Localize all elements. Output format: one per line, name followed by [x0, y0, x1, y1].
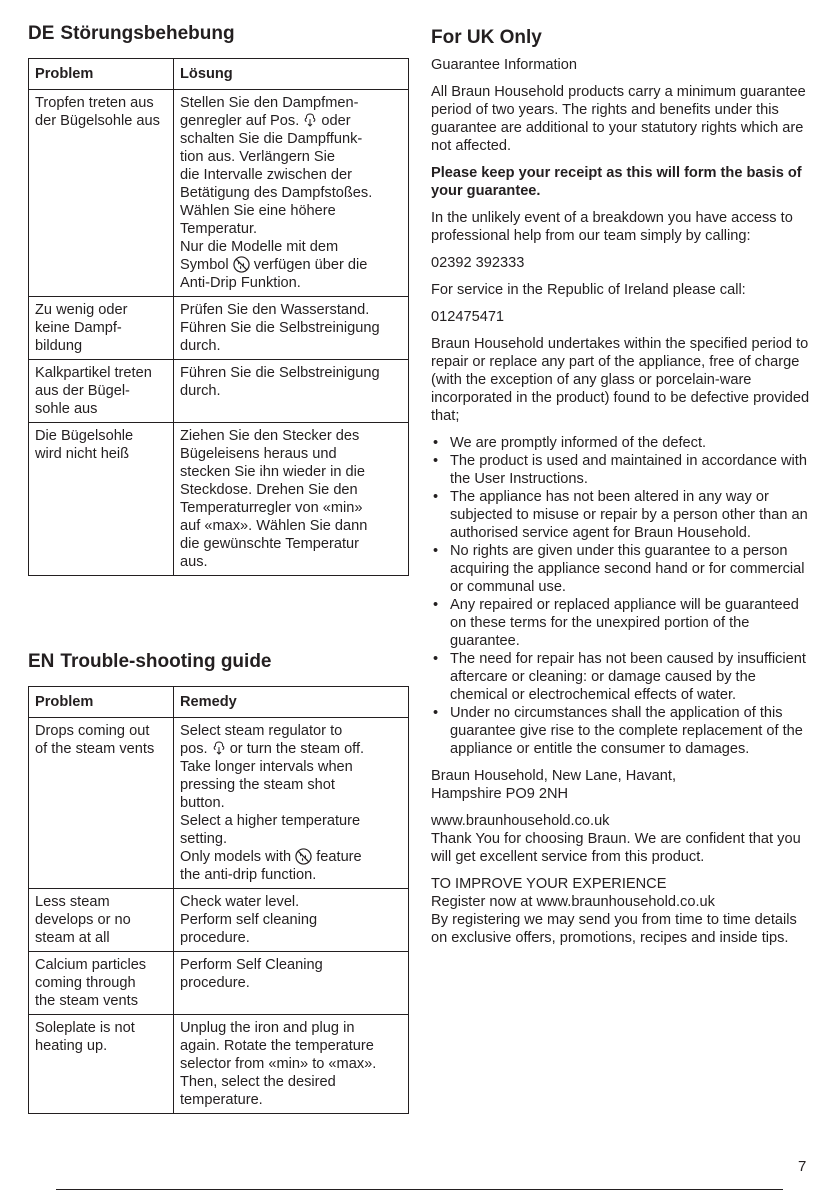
en-remedy-text-a: Select steam regulator to pos. [180, 723, 343, 757]
uk-section-title: For UK Only [431, 27, 542, 48]
footer-divider [56, 1189, 783, 1190]
list-item [431, 452, 813, 488]
list-item-text: Under no circumstances shall the application of this guarantee give rise to the complete replacement of the appliance or entitle the consumer to damages. [450, 705, 803, 757]
en-remedy-cell: Check water level. Perform self cleaning procedure. [174, 889, 409, 952]
list-item-text: The appliance has not been altered in any way or subjected to misuse or repair by a person other than an authorised service agent for Braun Household. [450, 489, 808, 541]
table-row [29, 297, 409, 360]
en-lang-code: EN [28, 651, 55, 672]
uk-paragraph-keep-receipt: Please keep your receipt as this will form the basis of your guarantee. [431, 165, 802, 199]
bullet-icon: • [433, 435, 439, 451]
uk-paragraph-undertakes: Braun Household undertakes within the specified period to repair or replace any part of the appliance, free of charge (with the exception of any glass or porcelain-ware incorporated in the product) found to be defective provided that; [431, 336, 810, 424]
en-remedy-cell: Unplug the iron and plug in again. Rotate the temperature selector from «min» to «max». Then, select the desired temperature. [174, 1015, 409, 1114]
anti-drip-icon [295, 848, 312, 865]
list-item-text: No rights are given under this guarantee to a person acquiring the appliance second hand or for commercial or communal use. [450, 543, 805, 595]
uk-conditions-list [431, 434, 813, 758]
en-problem-cell: Less steam develops or no steam at all [29, 889, 174, 952]
en-problem-cell: Soleplate is not heating up. [29, 1015, 174, 1114]
steam-off-icon [212, 741, 226, 755]
en-remedy-text-c: feature the anti-drip function. [180, 849, 362, 883]
table-row [29, 90, 409, 297]
uk-register-info: TO IMPROVE YOUR EXPERIENCE Register now at www.braunhousehold.co.uk By registering we may send you from time to time details on exclusive offers, promotions, recipes and inside tips. [431, 876, 797, 946]
list-item [431, 434, 813, 452]
en-troubleshooting-table [28, 686, 409, 1114]
uk-paragraph-breakdown: In the unlikely event of a breakdown you have access to professional help from our team simply by calling: [431, 210, 793, 244]
bullet-icon: • [433, 651, 439, 667]
bullet-icon: • [433, 489, 439, 505]
left-column [28, 22, 408, 1108]
en-problem-cell: Calcium particles coming through the steam vents [29, 952, 174, 1015]
table-row [29, 718, 409, 889]
anti-drip-icon [233, 256, 250, 273]
de-col-solution-header: Lösung [174, 59, 409, 90]
table-row [29, 1015, 409, 1114]
ie-phone-number: 012475471 [431, 309, 505, 325]
en-section-title [28, 650, 408, 674]
en-remedy-text-b: or turn the steam off. Take longer intervals when pressing the steam shot button. Select a higher temperature setting. Only models with [180, 741, 365, 865]
list-item [431, 596, 813, 650]
de-solution-cell: Prüfen Sie den Wasserstand. Führen Sie die Selbstreinigung durch. [174, 297, 409, 360]
en-troubleshooting-section [28, 650, 408, 1114]
table-row [29, 423, 409, 576]
uk-website-thanks: www.braunhousehold.co.uk Thank You for choosing Braun. We are confident that you will get excellent service from this product. [431, 813, 801, 865]
bullet-icon: • [433, 597, 439, 613]
de-section-title [28, 22, 408, 46]
de-problem-cell: Kalkpartikel treten aus der Bügel- sohle aus [29, 360, 174, 423]
de-solution-cell [174, 90, 409, 297]
en-remedy-cell: Perform Self Cleaning procedure. [174, 952, 409, 1015]
list-item-text: The need for repair has not been caused by insufficient aftercare or cleaning: or damage caused by the chemical or electrochemical effects of water. [450, 651, 806, 703]
de-col-problem-header: Problem [29, 59, 174, 90]
table-row [29, 360, 409, 423]
uk-guarantee-section [431, 26, 813, 956]
page-number: 7 [798, 1158, 807, 1175]
list-item [431, 704, 813, 758]
table-header-row [29, 59, 409, 90]
de-lang-code: DE [28, 23, 55, 44]
list-item [431, 542, 813, 596]
list-item-text: The product is used and maintained in accordance with the User Instructions. [450, 453, 807, 487]
table-row [29, 952, 409, 1015]
uk-paragraph-guarantee-period: All Braun Household products carry a minimum guarantee period of two years. The rights and benefits under this guarantee are additional to your statutory rights which are not affected. [431, 84, 806, 154]
table-row [29, 889, 409, 952]
de-problem-cell: Zu wenig oder keine Dampf- bildung [29, 297, 174, 360]
uk-subtitle: Guarantee Information [431, 57, 578, 73]
de-problem-cell: Tropfen treten aus der Bügelsohle aus [29, 90, 174, 297]
table-header-row [29, 687, 409, 718]
de-troubleshooting-section [28, 22, 408, 576]
bullet-icon: • [433, 705, 439, 721]
bullet-icon: • [433, 543, 439, 559]
en-problem-cell: Drops coming out of the steam vents [29, 718, 174, 889]
en-remedy-cell [174, 718, 409, 889]
en-col-remedy-header: Remedy [174, 687, 409, 718]
de-solution-text-a: Stellen Sie den Dampfmen- genregler auf Pos. [180, 95, 359, 129]
en-title-text: Trouble-shooting guide [60, 651, 272, 672]
de-solution-cell: Führen Sie die Selbstreinigung durch. [174, 360, 409, 423]
uk-address: Braun Household, New Lane, Havant, Hampshire PO9 2NH [431, 768, 677, 802]
list-item [431, 488, 813, 542]
de-solution-text-c: verfügen über die Anti-Drip Funktion. [180, 257, 368, 291]
list-item-text: Any repaired or replaced appliance will be guaranteed on these terms for the unexpired portion of the guarantee. [450, 597, 799, 649]
de-troubleshooting-table [28, 58, 409, 576]
uk-phone-number: 02392 392333 [431, 255, 525, 271]
list-item [431, 650, 813, 704]
bullet-icon: • [433, 453, 439, 469]
de-title-text: Störungsbehebung [60, 23, 235, 44]
uk-paragraph-ireland: For service in the Republic of Ireland please call: [431, 282, 746, 298]
de-problem-cell: Die Bügelsohle wird nicht heiß [29, 423, 174, 576]
list-item-text: We are promptly informed of the defect. [450, 435, 707, 451]
steam-off-icon [303, 113, 317, 127]
de-solution-cell: Ziehen Sie den Stecker des Bügeleisens heraus und stecken Sie ihn wieder in die Steckdose. Drehen Sie den Temperaturregler von «min» auf «max». Wählen Sie dann die gewünschte Temperatur aus. [174, 423, 409, 576]
en-col-problem-header: Problem [29, 687, 174, 718]
de-solution-text-b: oder schalten Sie die Dampffunk- tion aus. Verlängern Sie die Intervalle zwischen der Betätigung des Dampfstoßes. Wählen Sie eine höhere Temperatur. Nur die Modelle mit dem Symbol [180, 113, 373, 273]
